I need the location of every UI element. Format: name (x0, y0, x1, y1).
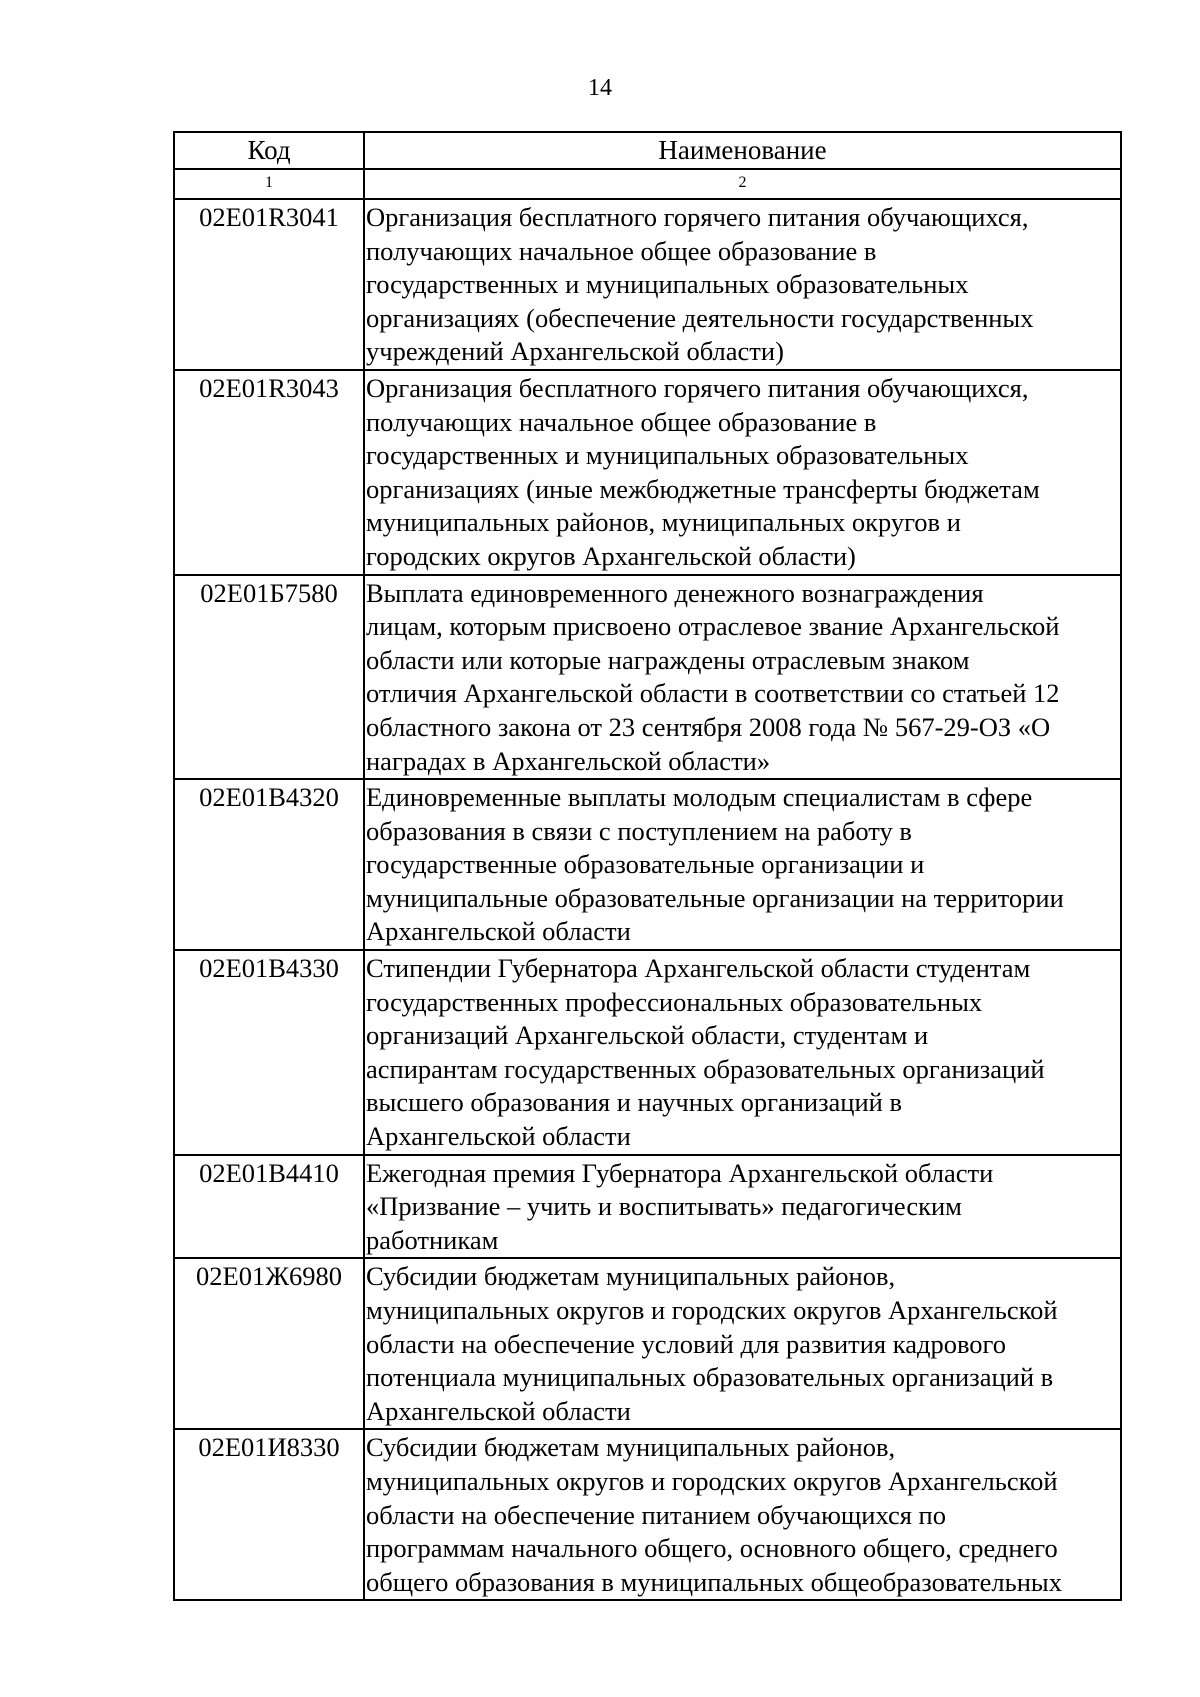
row-name-line: работникам (366, 1224, 499, 1255)
row-name-line: муниципальных округов и городских округов Архангельской (366, 1465, 1058, 1496)
column-number-1: 1 (174, 169, 364, 199)
row-name-line: Архангельской области (366, 916, 631, 947)
row-name (364, 779, 1121, 950)
row-name-line: Стипендии Губернатора Архангельской области студентам (366, 953, 1031, 984)
row-code: 02Е01Б7580 (174, 575, 364, 780)
row-name-line: Субсидии бюджетам муниципальных районов, (366, 1261, 896, 1292)
row-name-line: областного закона от 23 сентября 2008 года № 567-29-ОЗ «О (366, 711, 1051, 742)
row-name-line: области или которые награждены отраслевым знаком (366, 644, 970, 675)
row-name (364, 1429, 1121, 1600)
row-name-line: муниципальных округов и городских округов Архангельской (366, 1295, 1058, 1325)
row-name-line: образования в связи с поступлением на работу в (366, 815, 912, 846)
row-name (364, 370, 1121, 575)
codes-table (173, 131, 1122, 1601)
row-code: 02Е01R3043 (174, 370, 364, 575)
row-name-line: высшего образования и научных организаций в (366, 1087, 902, 1118)
row-name-line: Субсидии бюджетам муниципальных районов, (366, 1432, 896, 1463)
row-name-line: Архангельской области (366, 1395, 631, 1426)
table-row (174, 575, 1121, 780)
row-name-line: потенциала муниципальных образовательных организаций в (366, 1362, 1054, 1393)
row-name-line: отличия Архангельской области в соответствии со статьей 12 (366, 678, 1060, 709)
row-code: 02Е01R3041 (174, 199, 364, 370)
row-name-line: государственные образовательные организации и (366, 849, 925, 880)
row-name-line: области на обеспечение питанием обучающихся по (366, 1499, 946, 1530)
page-number: 14 (588, 75, 612, 101)
row-name-line: государственных и муниципальных образовательных (366, 269, 969, 300)
table-row (174, 370, 1121, 575)
table-row (174, 950, 1121, 1155)
column-number-2: 2 (364, 169, 1121, 199)
row-code: 02Е01В4410 (174, 1155, 364, 1259)
row-name (364, 950, 1121, 1155)
row-name-line: общего образования в муниципальных общеобразовательных (366, 1566, 1062, 1597)
row-name-line: Выплата единовременного денежного вознаграждения (366, 577, 984, 608)
column-number-row (174, 169, 1121, 199)
row-name-line: Организация бесплатного горячего питания обучающихся, (366, 372, 1029, 403)
table-row (174, 1155, 1121, 1259)
row-name-line: Организация бесплатного горячего питания обучающихся, (366, 202, 1029, 232)
row-name (364, 1258, 1121, 1429)
row-name (364, 199, 1121, 370)
header-name: Наименование (364, 132, 1121, 169)
table-row (174, 779, 1121, 950)
table-header-row (174, 132, 1121, 169)
row-name-line: области на обеспечение условий для развития кадрового (366, 1328, 1006, 1359)
row-name-line: организаций Архангельской области, студентам и (366, 1020, 929, 1051)
row-name-line: государственных и муниципальных образовательных (366, 440, 969, 471)
row-name-line: Единовременные выплаты молодым специалистам в сфере (366, 782, 1033, 813)
header-code: Код (174, 132, 364, 169)
row-name-line: «Призвание – учить и воспитывать» педагогическим (366, 1191, 962, 1222)
row-code: 02Е01Ж6980 (174, 1258, 364, 1429)
row-name (364, 575, 1121, 780)
row-code: 02Е01В4330 (174, 950, 364, 1155)
row-name-line: государственных профессиональных образовательных (366, 986, 983, 1017)
row-name-line: получающих начальное общее образование в (366, 406, 877, 437)
row-name-line: организациях (иные межбюджетные трансферты бюджетам (366, 473, 1040, 504)
row-name-line: лицам, которым присвоено отраслевое звание Архангельской (366, 611, 1060, 642)
row-name-line: муниципальные образовательные организации на территории (366, 882, 1064, 913)
table-row (174, 1258, 1121, 1429)
row-name-line: программам начального общего, основного общего, среднего (366, 1533, 1058, 1564)
row-name-line: аспирантам государственных образовательных организаций (366, 1053, 1045, 1084)
table-row (174, 1429, 1121, 1600)
row-name-line: получающих начальное общее образование в (366, 235, 877, 266)
row-name-line: Архангельской области (366, 1121, 631, 1152)
row-name-line: городских округов Архангельской области) (366, 540, 856, 571)
row-name-line: наградах в Архангельской области» (366, 745, 771, 776)
row-code: 02Е01И8330 (174, 1429, 364, 1600)
row-name-line: муниципальных районов, муниципальных округов и (366, 507, 961, 538)
row-name-line: Ежегодная премия Губернатора Архангельской области (366, 1157, 994, 1188)
row-code: 02Е01В4320 (174, 779, 364, 950)
row-name-line: организациях (обеспечение деятельности государственных (366, 302, 1034, 333)
row-name-line: учреждений Архангельской области) (366, 336, 784, 367)
row-name (364, 1155, 1121, 1259)
table-row (174, 199, 1121, 370)
